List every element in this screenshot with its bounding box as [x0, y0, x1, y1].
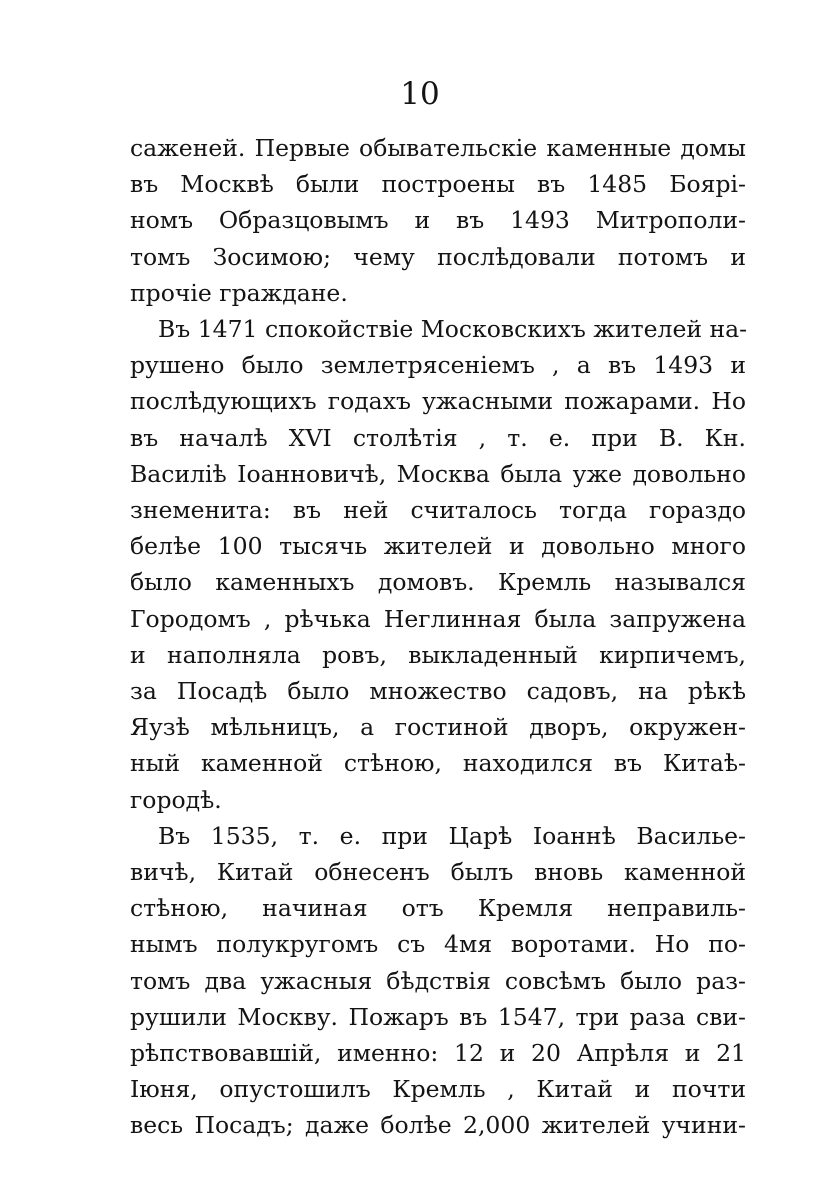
page-number: 10 [400, 76, 440, 112]
text-line: было каменныхъ домовъ. Кремль назывался [130, 568, 746, 597]
text-line: Яузѣ мѣльницъ, а гостиной дворъ, окружен- [130, 713, 746, 742]
text-line: весь Посадъ; даже болѣе 2,000 жителей учини- [130, 1111, 746, 1140]
text-line: Іюня, опустошилъ Кремль , Китай и почти [130, 1075, 746, 1104]
paragraph [130, 818, 746, 1144]
text-line: знеменита: въ ней считалось тогда гораздо [130, 496, 746, 525]
text-line: ный каменной стѣною, находился въ Китаѣ- [130, 749, 746, 778]
text-line: белѣе 100 тысячь жителей и довольно много [130, 532, 746, 561]
text-line: послѣдующихъ годахъ ужасными пожарами. Но [130, 387, 746, 416]
text-line: вичѣ, Китай обнесенъ былъ вновь каменной [130, 858, 746, 887]
paragraph [130, 311, 746, 818]
text-line: Въ 1471 спокойствіе Московскихъ жителей на- [158, 315, 748, 344]
text-line: Василіѣ Іоанновичѣ, Москва была уже довольно [130, 459, 746, 488]
text-line: въ началѣ XVI столѣтія , т. е. при В. Кн. [130, 423, 746, 452]
text-line: рушили Москву. Пожаръ въ 1547, три раза сви- [130, 1002, 746, 1031]
text-line: за Посадѣ было множество садовъ, на рѣкѣ [130, 677, 746, 706]
text-line: рушено было землетрясеніемъ , а въ 1493 и [130, 351, 746, 380]
text-line: стѣною, начиная отъ Кремля неправиль- [130, 894, 746, 923]
text-line: саженей. Первые обывательскіе каменные домы [130, 134, 746, 162]
text-line: Городомъ , рѣчька Неглинная была запружена [130, 604, 746, 633]
paragraph [130, 130, 746, 311]
text-line: городѣ. [130, 785, 222, 814]
text-line: и наполняла ровъ, выкладенный кирпичемъ, [130, 640, 746, 669]
text-line: рѣпствовавшій, именно: 12 и 20 Апрѣля и 21 [130, 1039, 746, 1068]
text-line: номъ Образцовымъ и въ 1493 Митрополи- [130, 206, 746, 235]
body-text [130, 130, 746, 1144]
text-line: Въ 1535, т. е. при Царѣ Іоаннѣ Васильe- [158, 821, 746, 850]
text-line: томъ Зосимою; чему послѣдовали потомъ и [130, 242, 746, 271]
text-line: прочіе граждане. [130, 278, 348, 307]
text-line: томъ два ужасныя бѣдствія совсѣмъ было раз- [130, 966, 746, 995]
text-line: въ Москвѣ были построены въ 1485 Боярі- [130, 170, 746, 199]
text-line: нымъ полукругомъ съ 4мя воротами. Но по- [130, 930, 746, 959]
